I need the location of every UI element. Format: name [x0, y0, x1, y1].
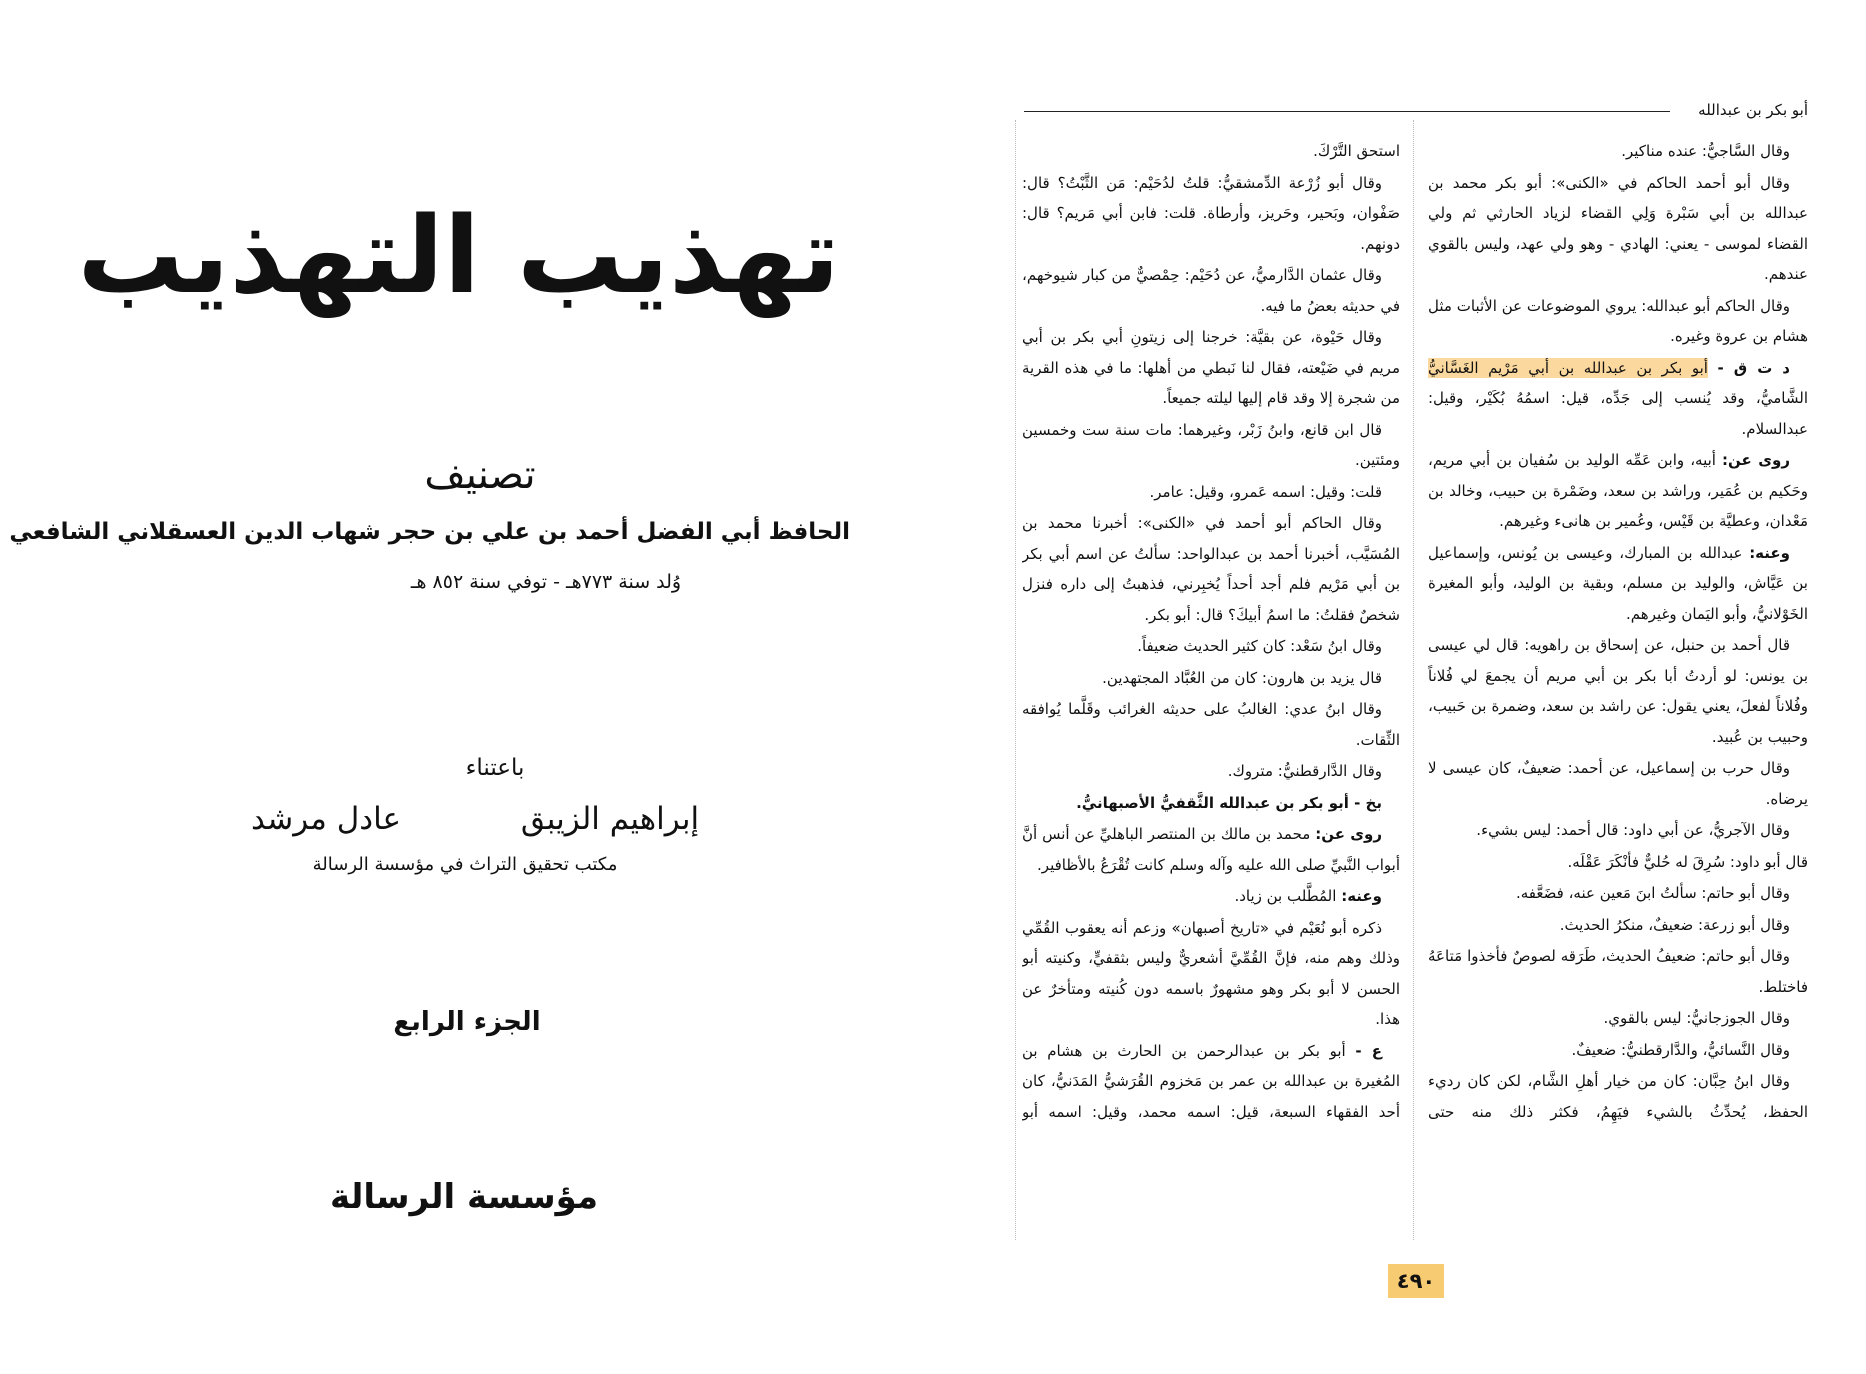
- paragraph-lead: وعنه:: [1341, 887, 1382, 905]
- author-dates: وُلد سنة ٧٧٣هـ - توفي سنة ٨٥٢ هـ: [410, 571, 682, 593]
- paragraph-lead: روى عن:: [1315, 825, 1382, 843]
- entry-heading-paragraph: بخ - أبو بكر بن عبدالله الثَّقفيُّ الأصبهانيُّ.: [1076, 793, 1382, 812]
- text-paragraph: قلت: وقيل: اسمه عَمرو، وقيل: عامر.: [1149, 482, 1382, 501]
- book-title: تهذيب التهذيب: [77, 194, 840, 317]
- authored-by-label: تصنيف: [424, 452, 536, 498]
- text-paragraph: قال يزيد بن هارون: كان من العُبَّاد المجتهدين.: [1102, 668, 1382, 687]
- entry-heading-paragraph: [1022, 1036, 1400, 1128]
- left-text-column: [1022, 136, 1400, 1251]
- publisher-name: مؤسسة الرسالة: [329, 1177, 598, 1217]
- paragraph-lead: روى عن:: [1722, 451, 1790, 469]
- text-paragraph: وقال الحاكم أبو أحمد في «الكنى»: أخبرنا محمد بن المُسَيَّب، أخبرنا أحمد بن عبدالواحد: سألتُ عن اسم أبي بكر بن أبي مَرْيم فلم أجد أحداً يُخبِرني، فذهبتُ إلى داره فنزل شخصٌ فقلتُ: ما اسمُ أبيكَ؟ قال: أبو بكر.: [1022, 514, 1400, 624]
- edited-by-label: باعتناء: [465, 755, 525, 781]
- text-paragraph: قال ابن قانع، وابنُ زَبْر، وغيرهما: مات سنة ست وخمسين ومئتين.: [1022, 420, 1400, 469]
- entry-symbols: ع -: [1355, 1041, 1382, 1060]
- text-paragraph: قال أحمد بن حنبل، عن إسحاق بن راهويه: قال لي عيسى بن يونس: لو أردتُ أبا بكر بن أبي مريم أن يجمعَ لي فُلاناً وفُلاناً لفعلَ، يعني يقول: عن راشد بن سعد، وضمرة بن حَبيب، وحبيب بن عُبيد.: [1428, 636, 1808, 746]
- text-paragraph: وقال الحاكم أبو عبدالله: يروي الموضوعات عن الأثبات مثل هشام بن عروة وغيره.: [1428, 296, 1808, 345]
- text-paragraph: وقال أبو زُرْعة الدِّمشقيُّ: قلتُ لدُحَيْم: مَن الثَّبْتُ؟ قال: صَفْوان، وبَحير، وحَريز، وأرطاة. قلت: فابن أبي مَريم؟ قال: دونهم.: [1022, 173, 1400, 253]
- text-paragraph: وقال أبو حاتم: سألتُ ابنَ مَعين عنه، فضَعَّفه.: [1516, 884, 1790, 902]
- author-name: الحافظ أبي الفضل أحمد بن علي بن حجر شهاب الدين العسقلاني الشافعي: [9, 519, 850, 545]
- scan-margin-line: [1015, 120, 1016, 1240]
- text-paragraph: وقال الدَّارقطنيُّ: متروك.: [1227, 762, 1382, 780]
- right-text-column: [1428, 136, 1808, 1251]
- text-paragraph: وقال أبو أحمد الحاكم في «الكنى»: أبو بكر محمد بن عبدالله بن أبي سَبْرة وَلِي القضاء لزياد الحارثي ثم ولي القضاء لموسى - يعني: الهادي - وهو ولي عهد، وليس بالقوي عندهم.: [1428, 173, 1808, 283]
- editorial-office: مكتب تحقيق التراث في مؤسسة الرسالة: [312, 854, 618, 875]
- paragraph-body: عبدالله بن المبارك، وعيسى بن يُونس، وإسماعيل بن عَيَّاش، والوليد بن مسلم، وبقية بن الوليد، وأبو المغيرة الخَوْلانيُّ، وأبو اليَمان وغيرهم.: [1428, 543, 1808, 623]
- page-number: ٤٩٠: [1388, 1264, 1444, 1298]
- paragraph-body: أبو بكر بن عبدالرحمن بن الحارث بن هشام بن المُغيرة بن عبدالله بن عمر بن مَخزوم القُرَشيُّ المَدَنيُّ، كان أحد الفقهاء السبعة، قيل: اسمه محمد، وقيل: اسمه أبو: [1022, 1041, 1400, 1121]
- entry-heading-paragraph: [1428, 353, 1808, 445]
- text-paragraph: وقال النَّسائيُّ، والدَّارقطنيُّ: ضعيفٌ.: [1571, 1040, 1790, 1059]
- editor-name: إبراهيم الزيبق: [520, 801, 700, 837]
- paragraph-body: أبيه، وابن عَمِّه الوليد بن سُفيان بن أبي مريم، وحَكيم بن عُمَير، وراشد بن سعد، وضَمْرة بن حبيب، وخالد بن مَعْدان، وعطيَّة بن قَيْس، وعُمير بن هانىء وغيرهم.: [1428, 451, 1808, 530]
- text-paragraph: ذكره أبو نُعَيْم في «تاريخ أصبهان» وزعم أنه يعقوب القُمِّي وذلك وهم منه، فإنَّ القُمِّيَّ أشعريٌّ وليس بثقفيٍّ، وكنيته أبو الحسن لا أبو بكر وهو مشهورٌ باسمه دون كُنيته ومتأخرٌ عن هذا.: [1022, 918, 1400, 1028]
- text-paragraph: وقال السَّاجيُّ: عنده مناكير.: [1621, 142, 1790, 160]
- text-paragraph: وقال حَيْوة، عن بقيَّة: خرجنا إلى زيتونِ أبي بكر بن أبي مريم في ضَيْعته، فقال لنا نَبطي من أهلها: ما في هذه القرية من شجرة إلا وقد قام إليها ليلته جميعاً.: [1022, 328, 1400, 407]
- text-paragraph: وقال أبو حاتم: ضعيفُ الحديث، طَرَقه لصوصٌ فأخذوا مَتاعَهُ فاختلط.: [1428, 947, 1808, 996]
- text-paragraph: وقال ابنُ حِبَّان: كان من خيار أهلِ الشَّام، لكن كان رديء الحفظ، يُحدِّثُ بالشيء فيَهِمُ، فكثر ذلك منه حتى: [1428, 1072, 1808, 1121]
- column-divider: [1413, 120, 1414, 1240]
- running-head: أبو بكر بن عبدالله: [1698, 101, 1808, 119]
- text-paragraph: [1022, 881, 1400, 912]
- text-paragraph: وقال ابنُ عدي: الغالبُ على حديثه الغرائب وقَلَّما يُوافقه الثِّقات.: [1022, 700, 1400, 749]
- highlighted-name: أبو بكر بن عبدالله بن أبي مَرْيم الغَسَّانيُّ: [1428, 358, 1708, 377]
- header-rule: [1024, 111, 1670, 112]
- text-paragraph: وقال الآجريُّ، عن أبي داود: قال أحمد: ليس بشيء.: [1476, 821, 1790, 839]
- paragraph-body: محمد بن مالك بن المنتصر الباهليِّ عن أنس أنَّ أبواب النَّبيِّ صلى الله عليه وآله وسلم كانت تُقْرَعُ بالأظافير.: [1022, 825, 1400, 874]
- text-paragraph: [1022, 819, 1400, 880]
- editor-name: عادل مرشد: [250, 801, 402, 837]
- paragraph-body: المُطَّلب بن زياد.: [1234, 887, 1337, 905]
- text-paragraph: وقال حرب بن إسماعيل، عن أحمد: ضعيفٌ، كان عيسى لا يرضاه.: [1428, 759, 1808, 808]
- text-paragraph: [1428, 445, 1808, 537]
- paragraph-body: الشَّاميُّ، وقد يُنسب إلى جَدِّه، قيل: اسمُهُ بُكَيْر، وقيل: عبدالسلام.: [1428, 389, 1808, 438]
- text-paragraph: استحق التَّرْكَ.: [1313, 142, 1400, 160]
- text-paragraph: وقال عثمان الدَّارميُّ، عن دُحَيْم: حِمْصيٌّ من كبار شيوخهم، في حديثه بعضُ ما فيه.: [1022, 266, 1400, 315]
- text-paragraph: وقال الجوزجانيُّ: ليس بالقوي.: [1603, 1009, 1790, 1027]
- entry-symbols: د ت ق -: [1717, 358, 1790, 377]
- volume-label: الجزء الرابع: [393, 1007, 541, 1037]
- text-paragraph: وقال أبو زرعة: ضعيفٌ، منكرُ الحديث.: [1559, 915, 1790, 934]
- text-paragraph: وقال ابنُ سَعْد: كان كثير الحديث ضعيفاً.: [1137, 637, 1382, 655]
- text-paragraph: قال أبو داود: سُرِقَ له حُليٌّ فأنْكَرَ عَقْلَه.: [1567, 852, 1808, 871]
- paragraph-lead: وعنه:: [1749, 543, 1790, 562]
- text-paragraph: [1428, 538, 1808, 630]
